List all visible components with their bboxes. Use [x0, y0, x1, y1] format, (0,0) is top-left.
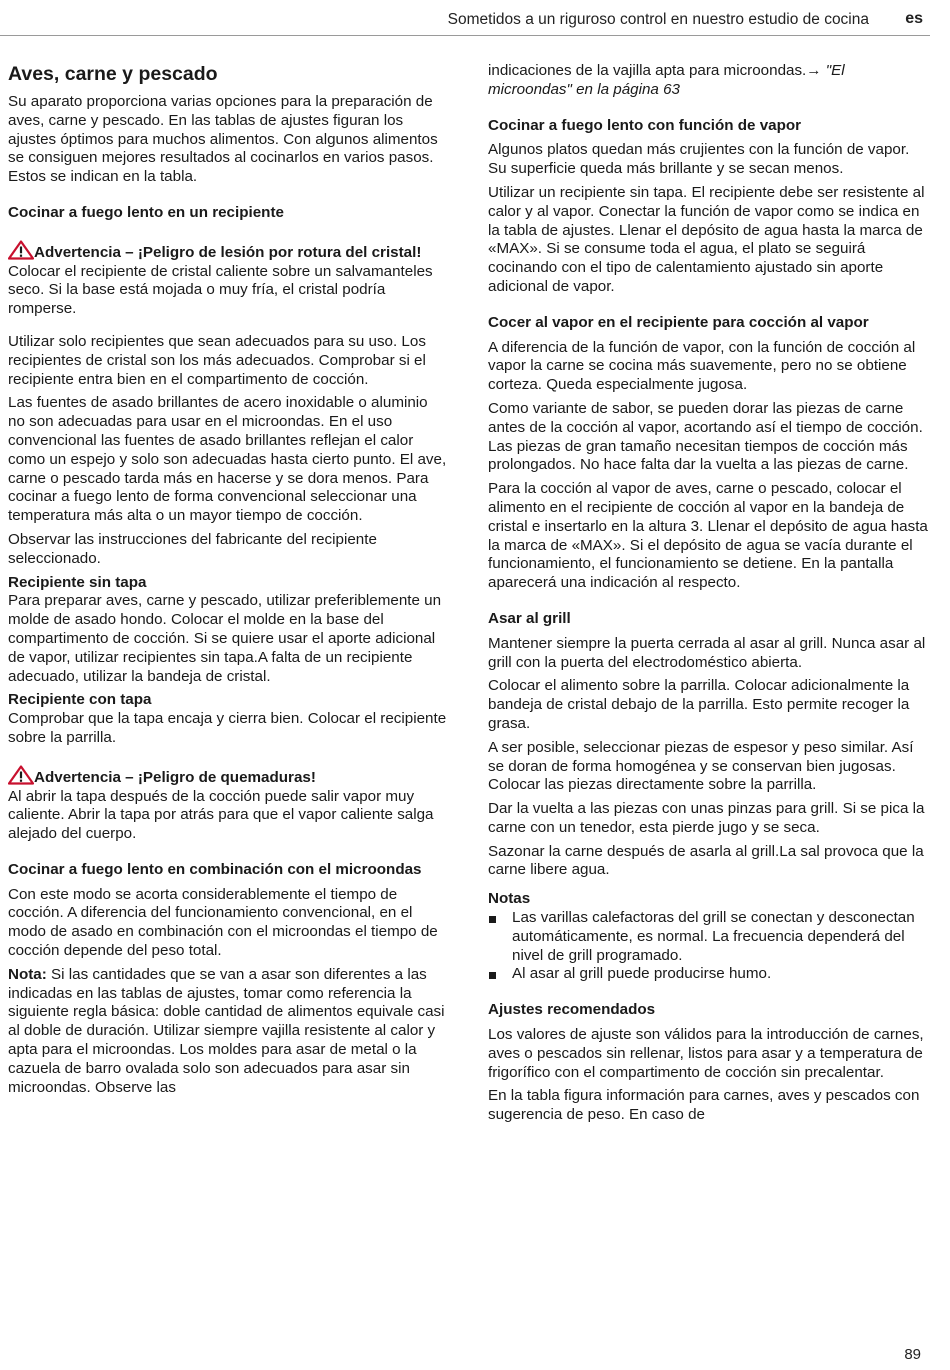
- paragraph: Dar la vuelta a las piezas con unas pinzas para grill. Si se pica la carne con un tenedor, esta pierde jugo y se seca.: [488, 800, 925, 836]
- paragraph: En la tabla figura información para carnes, aves y pescados con sugerencia de peso. En caso de: [488, 1087, 920, 1124]
- intro-paragraph: Su aparato proporciona varias opciones para la preparación de aves, carne y pescado. En las tablas de ajustes figuran los ajustes óptimos para muchos alimentos. Con algunos alimentos se consiguen mejores resultados al cocinarlos en varios pasos. Estos se indican en la tabla.: [8, 93, 438, 186]
- paragraph: Para preparar aves, carne y pescado, utilizar preferiblemente un molde de asado hondo. Colocar el molde en la base del compartimento de cocción. Si se quiere usar el aporte adicional de vapor, utilizar recipientes sin tapa.A falta de un recipiente adecuado, utilizar la bandeja de cristal.: [8, 592, 442, 685]
- continued-paragraph: [488, 62, 928, 100]
- warning-title: Advertencia – ¡Peligro de lesión por rotura del cristal!: [34, 243, 422, 261]
- paragraph: Algunos platos quedan más crujientes con la función de vapor. Su superficie queda más brillante y se secan menos.: [488, 141, 910, 178]
- subheading-recommended-settings: Ajustes recomendados: [488, 1001, 656, 1019]
- page-header: [0, 8, 950, 32]
- subheading-notes: Notas: [488, 890, 531, 908]
- warning-triangle-icon: [8, 240, 34, 260]
- paragraph: Mantener siempre la puerta cerrada al asar al grill. Nunca asar al grill con la puerta del electrodoméstico abierta.: [488, 634, 926, 671]
- left-column: [8, 62, 448, 1102]
- subheading-slow-cook-container: Cocinar a fuego lento en un recipiente: [8, 203, 284, 221]
- subheading-without-lid: Recipiente sin tapa: [8, 573, 147, 591]
- running-header-title: Sometidos a un riguroso control en nuestro estudio de cocina: [447, 11, 869, 28]
- cross-reference-link[interactable]: → "El microondas" en la página 63: [488, 62, 845, 98]
- paragraph: Con este modo se acorta considerablemente el tiempo de cocción. A diferencia del funcionamiento convencional, en el modo de asado en combinación con el microondas el tiempo de cocción depende del peso total.: [8, 885, 438, 960]
- language-code: es: [905, 10, 923, 27]
- paragraph: Utilizar un recipiente sin tapa. El recipiente debe ser resistente al calor y al vapor. Conectar la función de vapor como se indica en la tabla de ajustes. Llenar el depósito de agua hasta la marca de «MAX». Si se consume toda el agua, el plato se seguirá cocinando con el tipo de calentamiento ajustado sin aporte adicional de vapor.: [488, 183, 925, 295]
- subheading-with-lid: Recipiente con tapa: [8, 691, 152, 709]
- paragraph: Observar las instrucciones del fabricante del recipiente seleccionado.: [8, 530, 377, 567]
- note-text: Si las cantidades que se van a asar son diferentes a las indicadas en las tablas de ajustes, tomar como referencia la siguiente regla básica: doble cantidad de alimentos equivale casi al doble de duración. Utilizar siempre vajilla resistente al calor y apta para el microondas. Los moldes para asar de metal o la cazuela de barro ovalada solo son adecuados para asar sin microondas. Observe las: [8, 965, 445, 1096]
- section-title: Aves, carne y pescado: [8, 63, 218, 85]
- warning-glass-breakage: [8, 240, 448, 319]
- paragraph: Colocar el alimento sobre la parrilla. Colocar adicionalmente la bandeja de cristal debajo de la parrilla. Esto permite recoger la grasa.: [488, 677, 910, 732]
- subheading-steam-function: Cocinar a fuego lento con función de vapor: [488, 116, 802, 134]
- continued-text: indicaciones de la vajilla apta para microondas.: [488, 62, 807, 79]
- list-item: Al asar al grill puede producirse humo.: [488, 965, 928, 984]
- paragraph: A diferencia de la función de vapor, con la función de cocción al vapor la carne se cocina más suavemente, pero no se obtiene corteza. Queda especialmente jugosa.: [488, 338, 916, 394]
- paragraph: Las fuentes de asado brillantes de acero inoxidable o aluminio no son adecuadas para usar en el microondas. En el uso convencional las fuentes de asado brillantes reflejan el calor como un espejo y solo son adecuadas hasta cierto punto. El ave, carne o pescado tarda más en hacerse y se dora menos. Para cocinar a fuego lento de forma convencional seleccionar una temperatura más alta o un mayor tiempo de cocción.: [8, 394, 447, 525]
- notes-list: [488, 909, 928, 984]
- list-item: Las varillas calefactoras del grill se conectan y desconectan automáticamente, es normal. La frecuencia dependerá del nivel de grill programado.: [488, 909, 928, 965]
- paragraph: Para la cocción al vapor de aves, carne o pescado, colocar el alimento en el recipiente de cocción al vapor en la bandeja de cristal e insertarlo en la altura 3. Llenar el depósito de agua hasta la marca de «MAX». Si el depósito de agua se vacía durante el funcionamiento, el funcionamiento se detiene. En la pantalla aparecerá una indicación al respecto.: [488, 480, 928, 592]
- subheading-steam-container: Cocer al vapor en el recipiente para cocción al vapor: [488, 313, 869, 331]
- paragraph: Utilizar solo recipientes que sean adecuados para su uso. Los recipientes de cristal son los más adecuados. Comprobar si el recipiente entra bien en el compartimento de cocción.: [8, 332, 426, 388]
- paragraph: Comprobar que la tapa encaja y cierra bien. Colocar el recipiente sobre la parrilla.: [8, 710, 447, 746]
- warning-title: Advertencia – ¡Peligro de quemaduras!: [34, 768, 316, 786]
- subheading-grill: Asar al grill: [488, 609, 571, 627]
- page-number: 89: [904, 1346, 921, 1363]
- paragraph: Sazonar la carne después de asarla al grill.La sal provoca que la carne libere agua.: [488, 842, 924, 879]
- warning-triangle-icon: [8, 765, 34, 785]
- subheading-combination-microwave: Cocinar a fuego lento en combinación con el microondas: [8, 860, 422, 878]
- paragraph: Como variante de sabor, se pueden dorar las piezas de carne antes de la cocción al vapor, acortando así el tiempo de cocción. Las piezas de gran tamaño necesitan tiempos de cocción más prolongados. No hace falta dar la vuelta a las piezas de carne.: [488, 399, 923, 474]
- note-paragraph: [8, 966, 448, 1098]
- warning-text: Colocar el recipiente de cristal caliente sobre un salvamanteles seco. Si la base está mojada o muy fría, el cristal podría romperse.: [8, 262, 433, 318]
- note-label: Nota:: [8, 965, 47, 983]
- paragraph: Los valores de ajuste son válidos para la introducción de carnes, aves o pescados sin rellenar, listos para asar y a temperatura de frigorífico con el compartimento de cocción sin precalentar.: [488, 1026, 924, 1081]
- right-column: [488, 62, 928, 1130]
- warning-burns: [8, 765, 448, 844]
- header-divider: [0, 35, 930, 36]
- warning-text: Al abrir la tapa después de la cocción puede salir vapor muy caliente. Abrir la tapa por atrás para que el vapor caliente salga alejado del cuerpo.: [8, 787, 434, 843]
- paragraph: A ser posible, seleccionar piezas de espesor y peso similar. Así se doran de forma homogénea y se conservan bien jugosas. Colocar las piezas directamente sobre la parrilla.: [488, 738, 914, 794]
